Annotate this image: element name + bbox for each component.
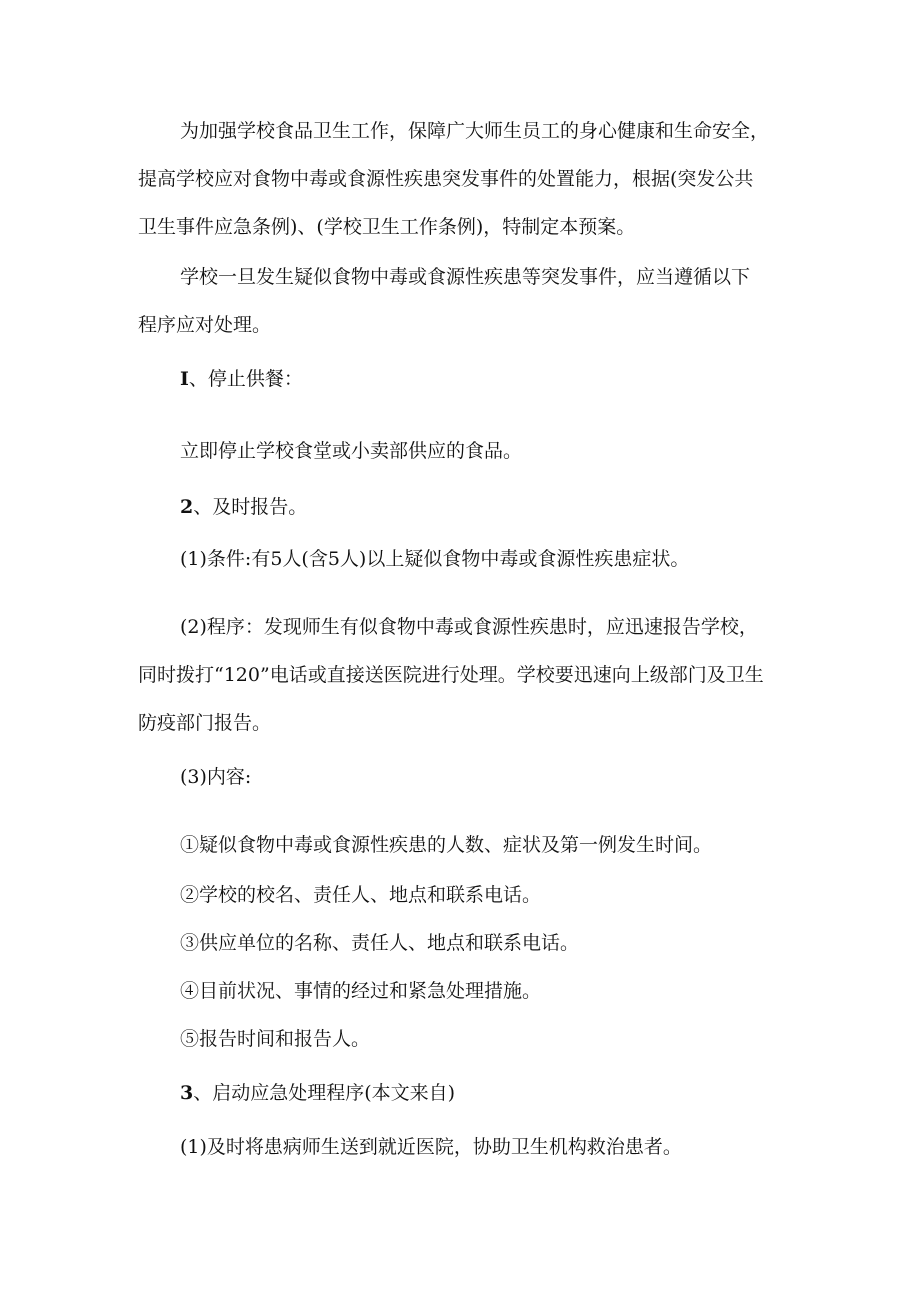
section-2-number: 2 [180,496,194,518]
content-item-5: ⑤报告时间和报告人。 [180,1028,371,1050]
content-item-1: ①疑似食物中毒或食源性疾患的人数、症状及第一例发生时间。 [180,834,713,856]
intro-paragraph-1-line-1: 为加强学校食品卫生工作，保障广大师生员工的身心健康和生命安全， [180,120,770,142]
section-1-heading [180,356,800,403]
section-1-title: 、停止供餐： [188,368,303,390]
content-item-3: ③供应单位的名称、责任人、地点和联系电话。 [180,932,580,954]
section-3-number: 3 [180,1082,194,1104]
intro-paragraph-1-line-2: 提高学校应对食物中毒或食源性疾患突发事件的处置能力，根据(突发公共 [138,168,754,190]
section-3-heading [180,1070,800,1117]
section-3-title: 、启动应急处理程序(本文来自) [193,1082,456,1104]
section-2-content-label: (3)内容: [180,766,252,788]
section-2-procedure-line-1: (2)程序：发现师生有似食物中毒或食源性疾患时，应迅速报告学校， [180,616,758,638]
section-1-number: I [180,368,189,390]
section-2-procedure-line-2: 同时拨打“120”电话或直接送医院进行处理。学校要迅速向上级部门及卫生 [138,664,764,686]
content-item-4: ④目前状况、事情的经过和紧急处理措施。 [180,980,542,1002]
section-2-condition: (1)条件:有5人(含5人)以上疑似食物中毒或食源性疾患症状。 [180,548,690,570]
content-item-2: ②学校的校名、责任人、地点和联系电话。 [180,884,542,906]
intro-paragraph-1-line-3: 卫生事件应急条例)、(学校卫生工作条例)，特制定本预案。 [138,216,636,238]
intro-paragraph-2-line-2: 程序应对处理。 [138,314,272,336]
section-3-item-1: (1)及时将患病师生送到就近医院，协助卫生机构救治患者。 [180,1136,682,1158]
intro-paragraph-2-line-1: 学校一旦发生疑似食物中毒或食源性疾患等突发事件，应当遵循以下 [180,266,751,288]
section-2-heading [180,484,800,531]
section-1-body: 立即停止学校食堂或小卖部供应的食品。 [180,440,523,462]
section-2-title: 、及时报告。 [193,496,308,518]
section-2-procedure-line-3: 防疫部门报告。 [138,712,272,734]
